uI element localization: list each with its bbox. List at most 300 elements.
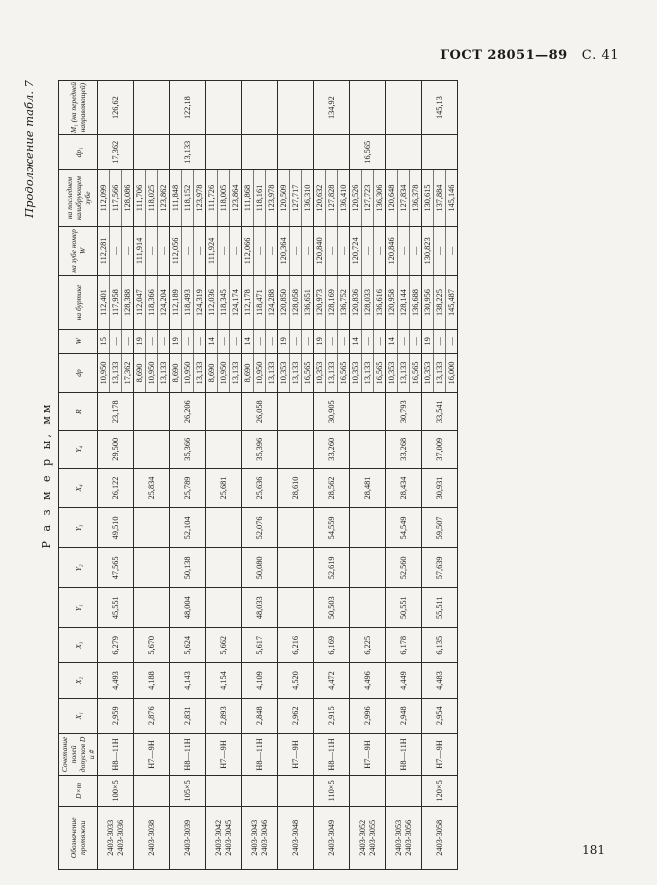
- cell-value: 117,566: [110, 170, 122, 225]
- column-header: Y₄: [59, 430, 98, 468]
- page-header: [440, 48, 619, 63]
- cell-value: 10,353: [278, 354, 290, 393]
- cell-value: 19: [134, 330, 146, 352]
- cell-x1: 2,996: [350, 698, 386, 733]
- cell-dm: [386, 776, 422, 807]
- cell-x2: 4,496: [350, 663, 386, 698]
- table-row: [386, 81, 422, 870]
- cell-value: —: [326, 227, 338, 275]
- cell-m1: [350, 81, 386, 135]
- cell-value: —: [434, 330, 446, 352]
- cell-code: 2403-3049: [314, 806, 350, 869]
- column-header: R: [59, 393, 98, 431]
- cell-value: 124,288: [267, 289, 276, 317]
- cell-value: —: [146, 227, 158, 275]
- cell-tol: H8—11H: [170, 733, 206, 775]
- cell-value: 136,410: [339, 184, 348, 212]
- page-number: 181: [582, 843, 605, 857]
- cell-y4: 37,009: [422, 430, 458, 468]
- cell-y4: [206, 430, 242, 468]
- cell-mb: [386, 276, 422, 330]
- cell-x2: 4,472: [314, 663, 350, 698]
- cell-y1: [134, 588, 170, 628]
- cell-x1: 2,962: [278, 698, 314, 733]
- cell-value: 127,723: [362, 170, 374, 225]
- cell-value: 13,133: [398, 354, 410, 393]
- cell-value: 8,690: [206, 354, 218, 393]
- cell-mb: [350, 276, 386, 330]
- cell-y3: 49,510: [98, 508, 134, 548]
- cell-x1: 2,876: [134, 698, 170, 733]
- cell-dp: [350, 353, 386, 393]
- cell-value: —: [411, 246, 420, 256]
- cell-value: 118,471: [254, 276, 266, 329]
- cell-value: 13,133: [290, 354, 302, 393]
- cell-dp1: [422, 135, 458, 170]
- cell-value: 118,025: [146, 170, 158, 225]
- cell-dp: [98, 353, 134, 393]
- cell-m1: 122,18: [170, 81, 206, 135]
- cell-value: 16,565: [411, 361, 420, 385]
- cell-m1: 145,13: [422, 81, 458, 135]
- cell-code: 2403-3033 2403-3036: [98, 806, 134, 869]
- cell-x3: 5,617: [242, 628, 278, 663]
- cell-dp: [314, 353, 350, 393]
- cell-value: —: [110, 330, 122, 352]
- cell-r: 30,905: [314, 393, 350, 431]
- cell-value: 16,565: [303, 361, 312, 385]
- cell-y1: 50,503: [314, 588, 350, 628]
- cell-value: —: [447, 246, 456, 256]
- cell-dm: 120×5: [422, 776, 458, 807]
- cell-x4: 25,636: [242, 468, 278, 508]
- cell-value: 14: [242, 330, 254, 352]
- column-header: dp: [59, 353, 98, 393]
- cell-mb: [170, 276, 206, 330]
- cell-code: 2403-3058: [422, 806, 458, 869]
- cell-x4: 28,481: [350, 468, 386, 508]
- cell-mb: [242, 276, 278, 330]
- cell-w: [134, 330, 170, 353]
- cell-value: —: [159, 246, 168, 256]
- cell-mb: [314, 276, 350, 330]
- cell-value: 127,717: [290, 170, 302, 225]
- cell-value: 17,362: [123, 361, 132, 385]
- cell-mb: [206, 276, 242, 330]
- cell-value: 8,690: [134, 354, 146, 393]
- cell-value: 16,565: [339, 361, 348, 385]
- cell-value: 10,950: [98, 354, 110, 393]
- cell-w: [314, 330, 350, 353]
- cell-value: 13,133: [362, 354, 374, 393]
- table-row: [422, 81, 458, 870]
- cell-value: —: [303, 337, 312, 346]
- cell-value: 136,616: [375, 289, 384, 317]
- cell-m1: [134, 81, 170, 135]
- cell-value: —: [398, 330, 410, 352]
- cell-value: 118,152: [182, 170, 194, 225]
- cell-mz: [314, 226, 350, 275]
- cell-x4: 30,931: [422, 468, 458, 508]
- cell-value: 14: [350, 330, 362, 352]
- cell-x3: 5,670: [134, 628, 170, 663]
- cell-y3: [134, 508, 170, 548]
- cell-ml: [386, 170, 422, 226]
- cell-value: 111,868: [242, 170, 254, 225]
- cell-y4: [134, 430, 170, 468]
- cell-y3: 52,104: [170, 508, 206, 548]
- cell-y1: 48,004: [170, 588, 206, 628]
- cell-x3: 5,624: [170, 628, 206, 663]
- cell-value: 10,950: [182, 354, 194, 393]
- cell-x1: 2,948: [386, 698, 422, 733]
- cell-x2: 4,188: [134, 663, 170, 698]
- cell-ml: [314, 170, 350, 226]
- column-header: Y₁: [59, 588, 98, 628]
- cell-value: 124,319: [195, 289, 204, 317]
- cell-code: 2403-3053 2403-3056: [386, 806, 422, 869]
- cell-dp1: [314, 135, 350, 170]
- cell-value: 128,033: [362, 276, 374, 329]
- column-header: D×m: [59, 776, 98, 807]
- cell-value: —: [123, 246, 132, 256]
- cell-value: 120,509: [278, 170, 290, 225]
- cell-dm: 100×5: [98, 776, 134, 807]
- cell-w: [350, 330, 386, 353]
- cell-value: 117,958: [110, 276, 122, 329]
- cell-value: —: [362, 227, 374, 275]
- cell-value: —: [231, 337, 240, 346]
- cell-ml: [170, 170, 206, 226]
- cell-tol: H7—9H: [278, 733, 314, 775]
- cell-y1: 55,511: [422, 588, 458, 628]
- cell-value: 19: [314, 330, 326, 352]
- cell-w: [386, 330, 422, 353]
- cell-value: 112,036: [206, 276, 218, 329]
- cell-value: 120,840: [314, 227, 326, 275]
- cell-value: 112,047: [134, 276, 146, 329]
- cell-dm: 110×5: [314, 776, 350, 807]
- cell-x4: 25,789: [170, 468, 206, 508]
- cell-value: —: [375, 337, 384, 346]
- cell-w: [98, 330, 134, 353]
- cell-x4: 28,610: [278, 468, 314, 508]
- cell-x2: 4,520: [278, 663, 314, 698]
- cell-tol: H8—11H: [314, 733, 350, 775]
- table-row: [206, 81, 242, 870]
- cell-w: [242, 330, 278, 353]
- cell-dp1: [206, 135, 242, 170]
- cell-x2: 4,493: [98, 663, 134, 698]
- cell-value: —: [411, 337, 420, 346]
- cell-value: 120,850: [278, 276, 290, 329]
- cell-value: —: [159, 337, 168, 346]
- cell-y3: [206, 508, 242, 548]
- cell-value: 130,615: [422, 170, 434, 225]
- table-row: [278, 81, 314, 870]
- cell-x2: 4,143: [170, 663, 206, 698]
- cell-r: [134, 393, 170, 431]
- cell-w: [278, 330, 314, 353]
- cell-value: 136,378: [411, 184, 420, 212]
- cell-value: 136,306: [375, 184, 384, 212]
- cell-value: 128,058: [290, 276, 302, 329]
- cell-value: —: [375, 246, 384, 256]
- cell-value: 136,688: [411, 289, 420, 317]
- cell-x1: 2,959: [98, 698, 134, 733]
- cell-r: [206, 393, 242, 431]
- cell-code: 2403-3039: [170, 806, 206, 869]
- cell-value: 16,565: [375, 361, 384, 385]
- rotated-table-area: [22, 80, 582, 870]
- cell-value: 145,146: [447, 184, 456, 212]
- cell-value: 8,690: [242, 354, 254, 393]
- cell-value: 13,133: [434, 354, 446, 393]
- cell-value: 120,648: [386, 170, 398, 225]
- cell-x3: 6,225: [350, 628, 386, 663]
- table-title: Р а з м е р ы, мм: [40, 401, 53, 549]
- cell-value: 138,225: [434, 276, 446, 329]
- cell-value: 15: [98, 330, 110, 352]
- cell-y1: 50,551: [386, 588, 422, 628]
- cell-m1: [206, 81, 242, 135]
- cell-r: 23,178: [98, 393, 134, 431]
- cell-dp: [278, 353, 314, 393]
- cell-y3: 54,549: [386, 508, 422, 548]
- cell-x3: 6,279: [98, 628, 134, 663]
- cell-y3: [278, 508, 314, 548]
- cell-w: [170, 330, 206, 353]
- column-header: X₂: [59, 663, 98, 698]
- cell-mz: [278, 226, 314, 275]
- cell-value: —: [447, 337, 456, 346]
- cell-x3: 6,169: [314, 628, 350, 663]
- cell-value: 118,005: [218, 170, 230, 225]
- table-row: [170, 81, 206, 870]
- column-header: Y₃: [59, 508, 98, 548]
- cell-x4: 26,122: [98, 468, 134, 508]
- cell-mz: [386, 226, 422, 275]
- cell-y4: 33,260: [314, 430, 350, 468]
- cell-tol: H7—9H: [422, 733, 458, 775]
- cell-value: 10,353: [386, 354, 398, 393]
- cell-value: —: [290, 227, 302, 275]
- cell-value: 120,846: [386, 227, 398, 275]
- cell-value: 14: [206, 330, 218, 352]
- cell-mz: [206, 226, 242, 275]
- cell-r: 33,541: [422, 393, 458, 431]
- cell-value: —: [267, 337, 276, 346]
- cell-r: [278, 393, 314, 431]
- cell-r: 30,793: [386, 393, 422, 431]
- cell-mz: [350, 226, 386, 275]
- cell-r: 26,206: [170, 393, 206, 431]
- cell-value: —: [195, 337, 204, 346]
- column-header: Обозначение протяжки: [59, 806, 98, 869]
- cell-w: [206, 330, 242, 353]
- cell-x4: 25,834: [134, 468, 170, 508]
- column-header: на последнем калибрующем зубе: [59, 170, 98, 226]
- cell-dp: [170, 353, 206, 393]
- cell-value: 123,978: [195, 184, 204, 212]
- cell-value: 13,133: [267, 361, 276, 385]
- cell-value: —: [339, 246, 348, 256]
- cell-value: 120,958: [386, 276, 398, 329]
- cell-dp1: [278, 135, 314, 170]
- cell-value: 111,726: [206, 170, 218, 225]
- cell-dm: [278, 776, 314, 807]
- cell-value: —: [303, 246, 312, 256]
- cell-value: —: [110, 227, 122, 275]
- cell-value: 130,823: [422, 227, 434, 275]
- cell-value: 123,862: [159, 184, 168, 212]
- cell-x4: 25,681: [206, 468, 242, 508]
- cell-y2: 57,639: [422, 548, 458, 588]
- table-header-row: [59, 81, 98, 870]
- cell-value: 19: [170, 330, 182, 352]
- cell-value: 112,066: [242, 227, 254, 275]
- cell-value: —: [267, 246, 276, 256]
- cell-value: —: [123, 337, 132, 346]
- cell-y2: 50,138: [170, 548, 206, 588]
- cell-value: 19: [278, 330, 290, 352]
- cell-m1: [386, 81, 422, 135]
- cell-mz: [134, 226, 170, 275]
- cell-value: 111,924: [206, 227, 218, 275]
- cell-value: —: [218, 330, 230, 352]
- cell-dm: [206, 776, 242, 807]
- cell-x4: 28,434: [386, 468, 422, 508]
- cell-y2: [350, 548, 386, 588]
- cell-value: 118,493: [182, 276, 194, 329]
- cell-value: 136,651: [303, 289, 312, 317]
- cell-value: 13,133: [159, 361, 168, 385]
- cell-x1: 2,831: [170, 698, 206, 733]
- cell-ml: [422, 170, 458, 226]
- cell-value: 112,401: [98, 276, 110, 329]
- cell-m1: [242, 81, 278, 135]
- cell-value: 136,752: [339, 289, 348, 317]
- cell-dp1: [134, 135, 170, 170]
- cell-y2: 47,565: [98, 548, 134, 588]
- cell-code: 2403-3048: [278, 806, 314, 869]
- cell-mz: [242, 226, 278, 275]
- cell-dp1: 17,362: [98, 135, 134, 170]
- cell-code: 2403-3052 2403-3055: [350, 806, 386, 869]
- cell-mb: [422, 276, 458, 330]
- cell-y2: [278, 548, 314, 588]
- cell-value: 10,353: [350, 354, 362, 393]
- cell-value: 13,133: [110, 354, 122, 393]
- cell-value: —: [254, 227, 266, 275]
- cell-x1: 2,954: [422, 698, 458, 733]
- cell-value: 112,178: [242, 276, 254, 329]
- cell-value: 118,161: [254, 170, 266, 225]
- table-row: [134, 81, 170, 870]
- cell-x2: 4,154: [206, 663, 242, 698]
- cell-y1: [206, 588, 242, 628]
- cell-value: —: [326, 330, 338, 352]
- cell-code: 2403-3038: [134, 806, 170, 869]
- cell-r: [350, 393, 386, 431]
- cell-x2: 4,109: [242, 663, 278, 698]
- cell-x1: 2,893: [206, 698, 242, 733]
- cell-dm: [350, 776, 386, 807]
- column-header: dр₁: [59, 135, 98, 170]
- cell-y2: 52,619: [314, 548, 350, 588]
- cell-value: 127,834: [398, 170, 410, 225]
- table-row: [314, 81, 350, 870]
- cell-value: —: [290, 330, 302, 352]
- cell-y4: [278, 430, 314, 468]
- cell-mz: [98, 226, 134, 275]
- cell-y1: 48,033: [242, 588, 278, 628]
- cell-dp1: 16,565: [350, 135, 386, 170]
- table-row: [350, 81, 386, 870]
- cell-value: 137,884: [434, 170, 446, 225]
- cell-ml: [206, 170, 242, 226]
- cell-value: —: [195, 246, 204, 256]
- cell-value: 128,144: [398, 276, 410, 329]
- cell-y4: 33,268: [386, 430, 422, 468]
- cell-value: —: [218, 227, 230, 275]
- cell-value: 118,345: [218, 276, 230, 329]
- cell-y4: [350, 430, 386, 468]
- cell-dp1: 13,133: [170, 135, 206, 170]
- cell-value: 8,690: [170, 354, 182, 393]
- cell-value: —: [398, 227, 410, 275]
- cell-y3: 54,559: [314, 508, 350, 548]
- cell-value: 16,000: [447, 361, 456, 385]
- column-header: X₃: [59, 628, 98, 663]
- cell-value: 120,836: [350, 276, 362, 329]
- cell-ml: [134, 170, 170, 226]
- cell-value: 10,950: [146, 354, 158, 393]
- cell-x2: 4,483: [422, 663, 458, 698]
- cell-value: 111,914: [134, 227, 146, 275]
- cell-value: 128,388: [123, 289, 132, 317]
- column-header: X₁: [59, 698, 98, 733]
- cell-value: —: [254, 330, 266, 352]
- cell-value: —: [146, 330, 158, 352]
- table-continuation-caption: Продолжение табл. 7: [22, 80, 36, 218]
- cell-value: 10,353: [422, 354, 434, 393]
- cell-w: [422, 330, 458, 353]
- cell-dp: [422, 353, 458, 393]
- cell-m1: 126,62: [98, 81, 134, 135]
- cell-m1: 134,92: [314, 81, 350, 135]
- cell-value: 120,724: [350, 227, 362, 275]
- standard-code: ГОСТ 28051—89: [440, 48, 568, 63]
- cell-value: 145,487: [447, 289, 456, 317]
- cell-y1: 45,551: [98, 588, 134, 628]
- cell-value: 120,632: [314, 170, 326, 225]
- cell-y2: 52,560: [386, 548, 422, 588]
- cell-y4: 35,396: [242, 430, 278, 468]
- cell-x1: 2,915: [314, 698, 350, 733]
- dimensions-table: [58, 80, 458, 870]
- cell-ml: [98, 170, 134, 226]
- column-header: M₁ (на передней направляющей): [59, 81, 98, 135]
- table-body: [98, 81, 458, 870]
- cell-dp: [242, 353, 278, 393]
- cell-value: 10,950: [254, 354, 266, 393]
- cell-mb: [134, 276, 170, 330]
- table-row: [242, 81, 278, 870]
- cell-value: 127,828: [326, 170, 338, 225]
- column-header: Y₂: [59, 548, 98, 588]
- cell-value: 112,281: [98, 227, 110, 275]
